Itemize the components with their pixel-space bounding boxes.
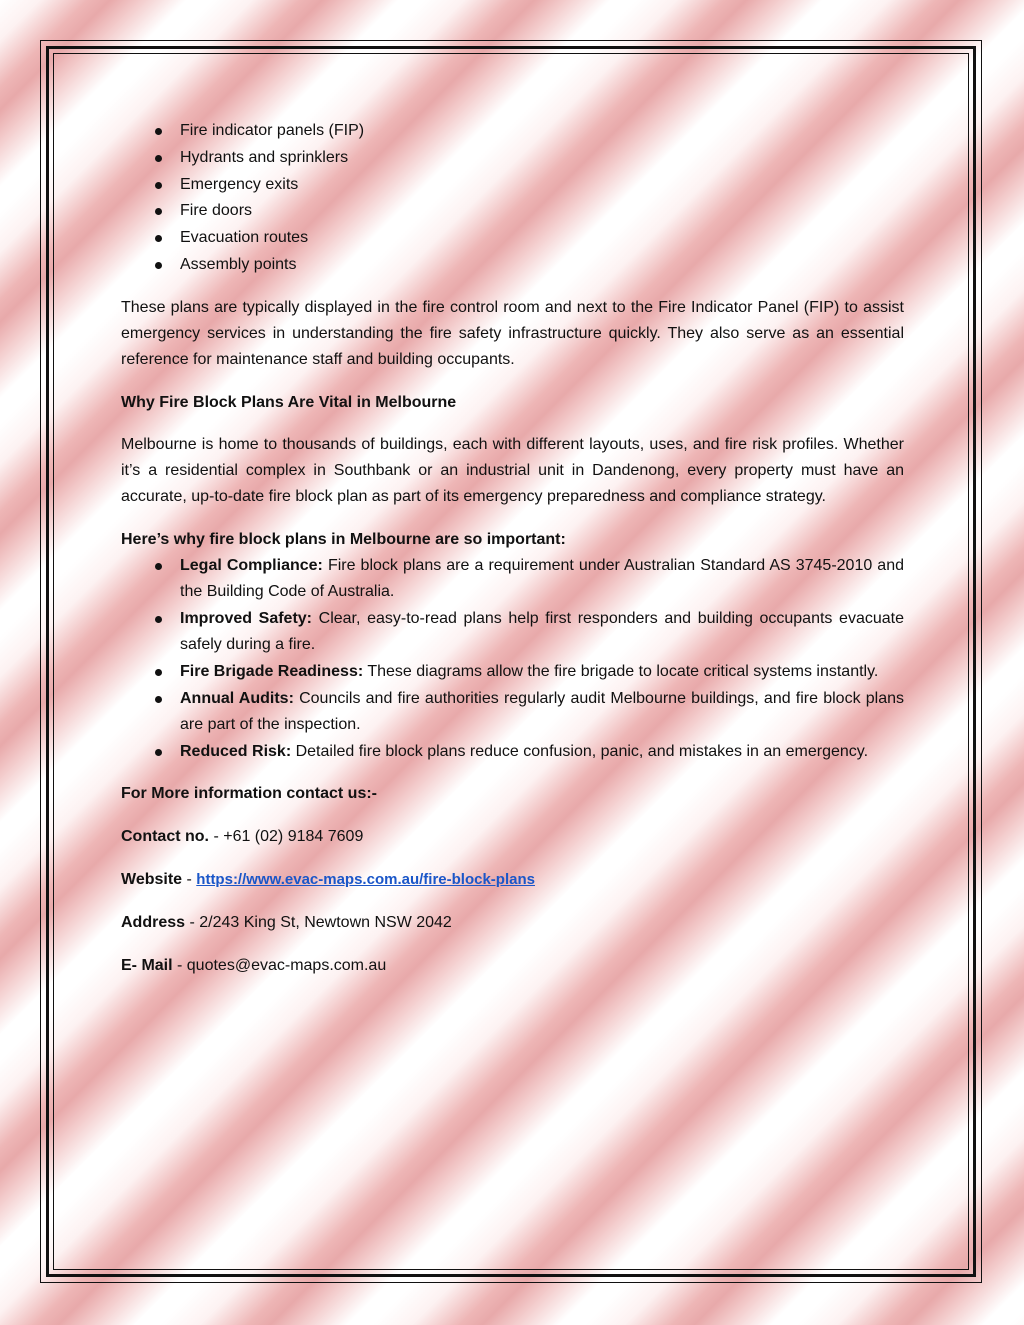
intro-paragraph: These plans are typically displayed in the fire control room and next to the Fire Indicator Panel (FIP) to assist emergency services in understanding the fire safety infrastructure quickly. They also serve as an essential reference for maintenance staff and building occupants. [121,298,904,368]
list-item: Assembly points [121,252,904,279]
reason-text: Clear, easy-to-read plans help first responders and building occupants evacuate safely during a fire. [180,609,904,653]
list-item: Emergency exits [121,172,904,199]
bullet-icon [155,262,162,269]
reason-title: Reduced Risk: [180,742,292,760]
bullet-icon [155,155,162,162]
reason-title: Improved Safety: [180,609,312,627]
list-item: Evacuation routes [121,225,904,252]
website-label: Website [121,870,183,888]
contact-phone [121,824,904,850]
list-item [121,686,904,738]
bullet-icon [155,128,162,135]
phone-value: - +61 (02) 9184 7609 [209,827,364,845]
contact-website [121,867,904,893]
reason-title: Fire Brigade Readiness: [180,662,364,680]
email-label: E- Mail [121,956,173,974]
website-separator: - [182,870,197,888]
section-heading-reasons: Here’s why fire block plans in Melbourne are so important: [121,530,566,548]
list-item: Fire doors [121,198,904,225]
bullet-icon [155,208,162,215]
document-body [121,118,904,979]
list-item [121,659,904,685]
list-item: Hydrants and sprinklers [121,145,904,172]
list-item [121,606,904,658]
melbourne-paragraph: Melbourne is home to thousands of buildings, each with different layouts, uses, and fire risk profiles. Whether it’s a residential complex in Southbank or an industrial unit in Dandenong, every property must have an accurate, up-to-date fire block plan as part of its emergency preparedness and compliance strategy. [121,435,904,505]
contact-address [121,910,904,936]
bullet-icon [155,563,162,570]
reason-title: Annual Audits: [180,689,294,707]
bullet-icon [155,616,162,623]
contact-email [121,953,904,979]
reason-title: Legal Compliance: [180,556,323,574]
address-value: - 2/243 King St, Newtown NSW 2042 [185,913,452,931]
contact-heading: For More information contact us:- [121,784,377,802]
bullet-icon [155,749,162,756]
reason-text: These diagrams allow the fire brigade to locate critical systems instantly. [363,662,879,680]
phone-label: Contact no. [121,827,209,845]
list-item [121,553,904,605]
reasons-list [121,553,904,765]
intro-list [121,118,904,279]
list-item: Fire indicator panels (FIP) [121,118,904,145]
website-link[interactable]: https://www.evac-maps.com.au/fire-block-plans [196,870,535,888]
reason-text: Fire block plans are a requirement under Australian Standard AS 3745-2010 and the Building Code of Australia. [180,556,904,600]
section-heading-why: Why Fire Block Plans Are Vital in Melbourne [121,393,457,411]
bullet-icon [155,669,162,676]
reason-text: Councils and fire authorities regularly audit Melbourne buildings, and fire block plans are part of the inspection. [180,689,905,733]
list-item [121,739,904,765]
address-label: Address [121,913,186,931]
bullet-icon [155,182,162,189]
bullet-icon [155,696,162,703]
bullet-icon [155,235,162,242]
reason-text: Detailed fire block plans reduce confusion, panic, and mistakes in an emergency. [291,742,869,760]
email-value: - quotes@evac-maps.com.au [172,956,387,974]
